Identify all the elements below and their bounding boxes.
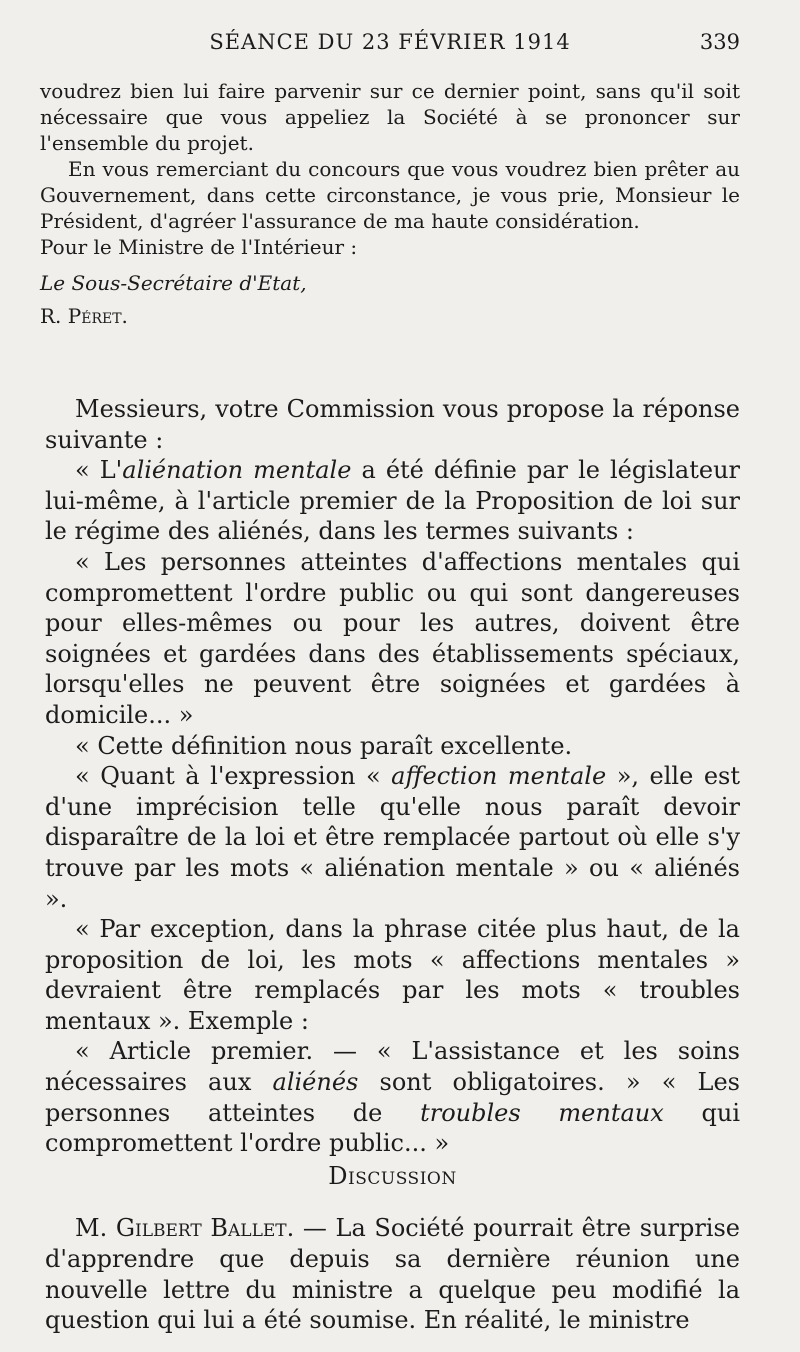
emphasis-text: aliénation mentale xyxy=(122,456,352,485)
quote-text: « Article premier. — « L'assistance et les soins nécessaires aux xyxy=(45,1037,740,1097)
report-paragraph xyxy=(45,455,740,547)
letter-signoff: Pour le Ministre de l'Intérieur : xyxy=(40,235,358,259)
quote-text: sont obligatoires. » « Les personnes atteintes de xyxy=(45,1068,740,1127)
emphasis-text: affection mentale xyxy=(391,762,607,791)
report-paragraph: « Les personnes atteintes d'affections mentales qui compromettent l'ordre public ou qui sont dangereuses pour elles-mêmes ou pour les autres, doivent être soignées et gardées dans des établissements spéciaux, lorsqu'elles ne peuvent être soignées et gardées à domicile... » xyxy=(45,547,740,729)
quote-text: qui compromettent l'ordre public... » xyxy=(45,1098,741,1158)
quote-text: « Quant à l'expression « xyxy=(75,762,392,791)
report-paragraph: Messieurs, votre Commission vous propose la réponse suivante : xyxy=(45,395,740,454)
emphasis-text: aliénés xyxy=(272,1068,359,1097)
quote-text: a été définie par le législateur lui-même, à l'article premier de la Proposition de loi sur le régime des aliénés, dans les termes suivants : xyxy=(45,456,740,546)
report-paragraph xyxy=(45,761,740,914)
quote-text: « L' xyxy=(75,456,123,485)
discussion-paragraph xyxy=(45,1213,740,1335)
signatory-name: R. Péret. xyxy=(40,304,128,328)
report-paragraph xyxy=(45,1036,740,1158)
discussion-heading: Discussion xyxy=(328,1161,457,1190)
commission-report xyxy=(45,394,740,1336)
page-header xyxy=(40,30,740,66)
discussion-text: — La Société pourrait être surprise d'apprendre que depuis sa dernière réunion une nouvelle lettre du ministre a quelque peu modifié la question qui lui a été soumise. En réalité, le ministre xyxy=(45,1214,740,1335)
running-title: SÉANCE DU 23 FÉVRIER 1914 xyxy=(209,30,571,54)
speaker-name: M. Gilbert Ballet. xyxy=(75,1214,295,1243)
minister-letter xyxy=(40,78,740,329)
signatory-title: Le Sous-Secrétaire d'Etat, xyxy=(40,271,307,295)
letter-paragraph: En vous remerciant du concours que vous voudrez bien prêter au Gouvernement, dans cette circonstance, je vous prie, Monsieur le Président, d'agréer l'assurance de ma haute considération. xyxy=(40,157,740,233)
report-paragraph: « Par exception, dans la phrase citée plus haut, de la proposition de loi, les mots « affections mentales » devraient être remplacés par les mots « troubles mentaux ». Exemple : xyxy=(45,915,740,1035)
page-number: 339 xyxy=(699,30,740,54)
report-paragraph: « Cette définition nous paraît excellente. xyxy=(75,731,573,760)
emphasis-text: troubles mentaux xyxy=(420,1098,664,1127)
quote-text: », elle est d'une imprécision telle qu'elle nous paraît devoir disparaître de la loi et être remplacée partout où elle s'y trouve par les mots « aliénation mentale » ou « aliénés ». xyxy=(45,762,741,913)
letter-paragraph: voudrez bien lui faire parvenir sur ce dernier point, sans qu'il soit nécessaire que vous appeliez la Société à se prononcer sur l'ensemble du projet. xyxy=(40,79,740,155)
